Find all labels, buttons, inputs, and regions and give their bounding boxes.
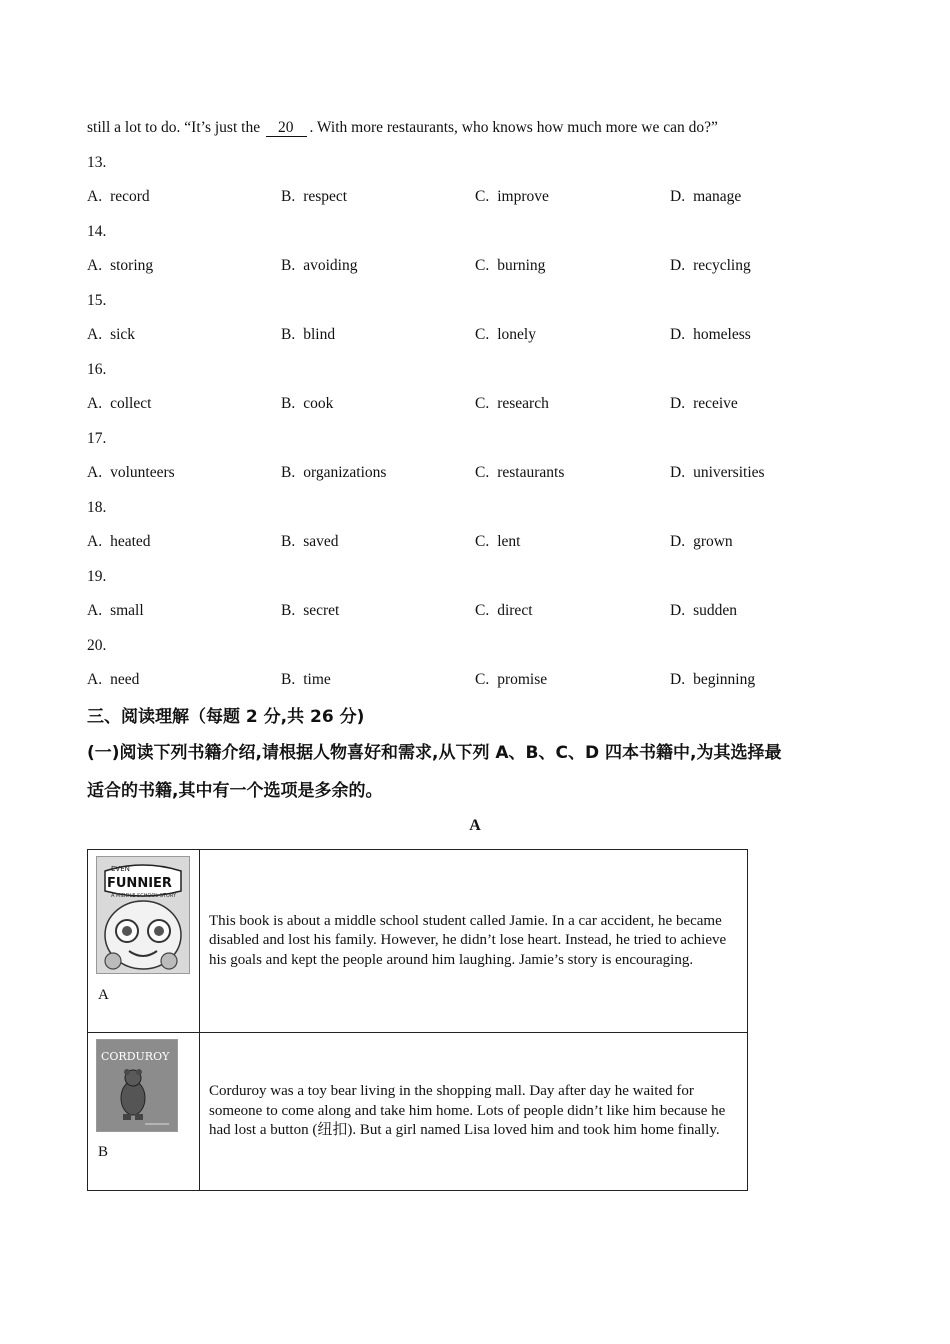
passage-tail — [87, 118, 718, 138]
book-table — [87, 849, 748, 1191]
option-text: lent — [497, 533, 521, 550]
option-text: universities — [693, 464, 765, 481]
answer-option — [87, 463, 175, 483]
answer-option — [87, 601, 144, 621]
option-text: record — [110, 188, 150, 205]
option-letter: A. — [87, 533, 103, 550]
option-letter: D. — [670, 257, 686, 274]
instruction-line-1: (一)阅读下列书籍介绍,请根据人物喜好和需求,从下列 A、B、C、D 四本书籍中,为其选择最 — [87, 743, 782, 763]
option-text: heated — [110, 533, 151, 550]
passage-before-blank: still a lot to do. “It’s just the — [87, 119, 261, 136]
answer-option — [670, 256, 751, 276]
option-letter: B. — [281, 671, 296, 688]
option-letter: A. — [87, 671, 103, 688]
answer-blank-20: 20 — [266, 119, 308, 137]
option-text: small — [110, 602, 144, 619]
answer-option — [475, 325, 536, 345]
option-letter: D. — [670, 602, 686, 619]
part-label: A — [469, 817, 481, 834]
option-text: blind — [303, 326, 336, 343]
option-row — [87, 670, 867, 690]
option-text: direct — [497, 602, 533, 619]
option-letter: D. — [670, 671, 686, 688]
option-row — [87, 532, 867, 552]
cover-a-subtitle: A MIDDLE SCHOOL STORY — [111, 893, 177, 899]
option-letter: B. — [281, 533, 296, 550]
option-text: volunteers — [110, 464, 175, 481]
answer-option — [475, 601, 533, 621]
option-letter: B. — [281, 395, 296, 412]
answer-option — [670, 670, 755, 690]
book-cover-a — [96, 856, 190, 974]
option-text: recycling — [693, 257, 751, 274]
option-letter: A. — [87, 464, 103, 481]
answer-option — [87, 256, 153, 276]
book-letter-b: B — [98, 1144, 109, 1160]
option-letter: A. — [87, 188, 103, 205]
answer-option — [670, 394, 738, 414]
option-letter: B. — [281, 464, 296, 481]
option-letter: D. — [670, 533, 686, 550]
option-text: grown — [693, 533, 733, 550]
option-text: restaurants — [497, 464, 565, 481]
option-letter: B. — [281, 602, 296, 619]
answer-option — [281, 394, 333, 414]
option-text: lonely — [497, 326, 536, 343]
answer-option — [281, 532, 339, 552]
answer-option — [281, 601, 339, 621]
option-text: avoiding — [303, 257, 358, 274]
answer-option — [670, 325, 751, 345]
option-letter: B. — [281, 257, 296, 274]
option-letter: C. — [475, 533, 490, 550]
answer-option — [281, 256, 357, 276]
question-number: 14. — [87, 223, 107, 240]
option-text: time — [303, 671, 331, 688]
option-letter: D. — [670, 395, 686, 412]
answer-option — [87, 325, 135, 345]
question-number: 13. — [87, 154, 107, 171]
option-letter: C. — [475, 671, 490, 688]
option-row — [87, 187, 867, 207]
option-letter: C. — [475, 257, 490, 274]
book-cover-b — [96, 1039, 178, 1132]
answer-option — [475, 670, 547, 690]
option-letter: B. — [281, 188, 296, 205]
book-cover-cell-b — [88, 1033, 200, 1191]
cover-a-title-main: FUNNIER — [107, 876, 172, 891]
option-text: saved — [303, 533, 339, 550]
option-letter: C. — [475, 464, 490, 481]
option-text: collect — [110, 395, 152, 412]
option-letter: A. — [87, 326, 103, 343]
answer-option — [475, 394, 549, 414]
option-row — [87, 325, 867, 345]
section-title: 三、阅读理解（每题 2 分,共 26 分) — [87, 707, 365, 727]
question-number: 19. — [87, 568, 107, 585]
option-letter: A. — [87, 602, 103, 619]
option-text: need — [110, 671, 140, 688]
option-text: beginning — [693, 671, 756, 688]
passage-after-blank: . With more restaurants, who knows how much more we can do?” — [309, 119, 718, 136]
option-row — [87, 601, 867, 621]
option-letter: D. — [670, 188, 686, 205]
cover-a-title-top: EVEN — [111, 865, 130, 873]
option-text: sick — [110, 326, 136, 343]
option-letter: C. — [475, 326, 490, 343]
book-letter-a: A — [98, 987, 109, 1003]
option-text: receive — [693, 395, 738, 412]
option-text: storing — [110, 257, 154, 274]
book-cover-cell-a — [88, 850, 200, 1033]
answer-option — [475, 256, 545, 276]
answer-option — [281, 463, 386, 483]
option-text: respect — [303, 188, 348, 205]
option-letter: A. — [87, 395, 103, 412]
answer-option — [475, 532, 520, 552]
question-number: 17. — [87, 430, 107, 447]
answer-option — [87, 532, 151, 552]
answer-option — [87, 187, 150, 207]
instruction-line-2: 适合的书籍,其中有一个选项是多余的。 — [87, 781, 383, 801]
answer-option — [281, 187, 347, 207]
option-text: secret — [303, 602, 340, 619]
option-text: cook — [303, 395, 334, 412]
cover-b-title: CORDUROY — [101, 1050, 170, 1063]
option-row — [87, 256, 867, 276]
option-letter: D. — [670, 326, 686, 343]
book-description-b: Corduroy was a toy bear living in the shopping mall. Day after day he waited for someone to come along and take him home. Lots of people didn’t like him because he had lost a button (纽扣). But a girl named Lisa loved him and took him home finally. — [200, 1033, 748, 1191]
cover-illustration-a — [97, 857, 189, 973]
answer-option — [475, 463, 564, 483]
answer-option — [281, 670, 331, 690]
answer-option — [475, 187, 549, 207]
option-letter: C. — [475, 188, 490, 205]
option-letter: C. — [475, 395, 490, 412]
option-letter: B. — [281, 326, 296, 343]
option-text: sudden — [693, 602, 737, 619]
answer-option — [670, 532, 733, 552]
option-text: promise — [497, 671, 548, 688]
option-text: improve — [497, 188, 549, 205]
option-letter: D. — [670, 464, 686, 481]
option-text: research — [497, 395, 549, 412]
answer-option — [87, 394, 151, 414]
book-description-a: This book is about a middle school student called Jamie. In a car accident, he became disabled and lost his family. However, he didn’t lose heart. Instead, he tried to achieve his goals and kept the people around him laughing. Jamie’s story is encouraging. — [200, 850, 748, 1033]
option-text: manage — [693, 188, 742, 205]
answer-option — [670, 187, 741, 207]
option-letter: A. — [87, 257, 103, 274]
option-row — [87, 394, 867, 414]
option-text: burning — [497, 257, 546, 274]
answer-option — [670, 601, 737, 621]
book-row-a — [88, 850, 748, 1033]
question-number: 18. — [87, 499, 107, 516]
option-letter: C. — [475, 602, 490, 619]
option-text: homeless — [693, 326, 751, 343]
book-row-b — [88, 1033, 748, 1191]
answer-option — [87, 670, 139, 690]
answer-option — [281, 325, 335, 345]
answer-option — [670, 463, 765, 483]
option-text: organizations — [303, 464, 387, 481]
option-row — [87, 463, 867, 483]
question-number: 16. — [87, 361, 107, 378]
question-number: 20. — [87, 637, 107, 654]
cover-illustration-b — [97, 1040, 177, 1131]
question-number: 15. — [87, 292, 107, 309]
